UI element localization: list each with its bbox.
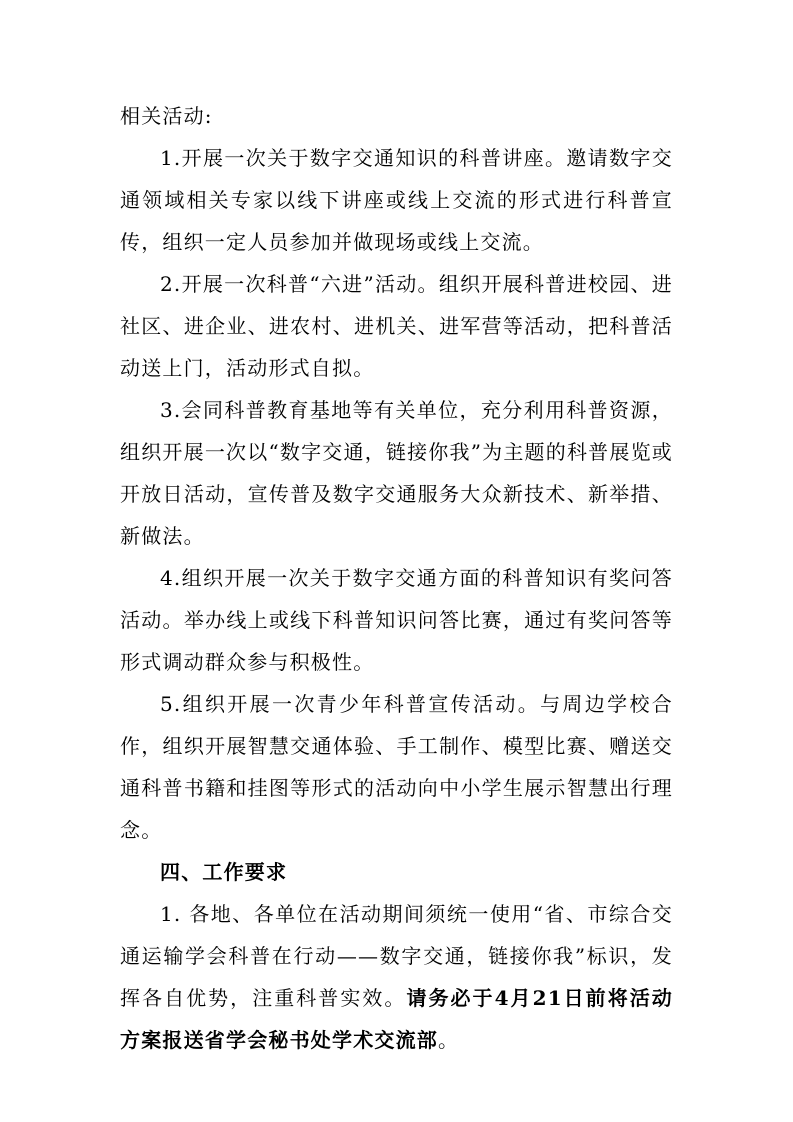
requirement-1-deadline: 请务必于4月21日前将活动方案报送省学会秘书处学术交流部	[120, 986, 673, 1052]
activity-item-5: 5.组织开展一次青少年科普宣传活动。与周边学校合作，组织开展智慧交通体验、手工制作、模型比赛、赠送交通科普书籍和挂图等形式的活动向中小学生展示智慧出行理念。	[120, 692, 673, 842]
activity-item-1: 1.开展一次关于数字交通知识的科普讲座。邀请数字交通领域相关专家以线下讲座或线上交流的形式进行科普宣传，组织一定人员参加并做现场或线上交流。	[120, 146, 673, 254]
activity-item-4: 4.组织开展一次关于数字交通方面的科普知识有奖问答活动。举办线上或线下科普知识问答比赛，通过有奖问答等形式调动群众参与积极性。	[120, 566, 673, 674]
document-body	[120, 95, 673, 1061]
activity-item-3: 3.会同科普教育基地等有关单位，充分利用科普资源，组织开展一次以“数字交通，链接你我”为主题的科普展览或开放日活动，宣传普及数字交通服务大众新技术、新举措、新做法。	[120, 398, 673, 548]
activity-item-2: 2.开展一次科普“六进”活动。组织开展科普进校园、进社区、进企业、进农村、进机关、进军营等活动，把科普活动送上门，活动形式自拟。	[120, 272, 673, 380]
requirement-1-text: 1. 各地、各单位在活动期间须统一使用“省、市综合交通运输学会科普在行动——数字交通，链接你我”标识，发挥各自优势，注重科普实效。	[120, 902, 673, 1010]
requirement-item-1	[120, 893, 673, 1061]
intro-line: 相关活动:	[120, 104, 213, 128]
section-heading-work-requirements: 四、工作要求	[160, 860, 288, 884]
requirement-1-end: 。	[438, 1028, 460, 1052]
